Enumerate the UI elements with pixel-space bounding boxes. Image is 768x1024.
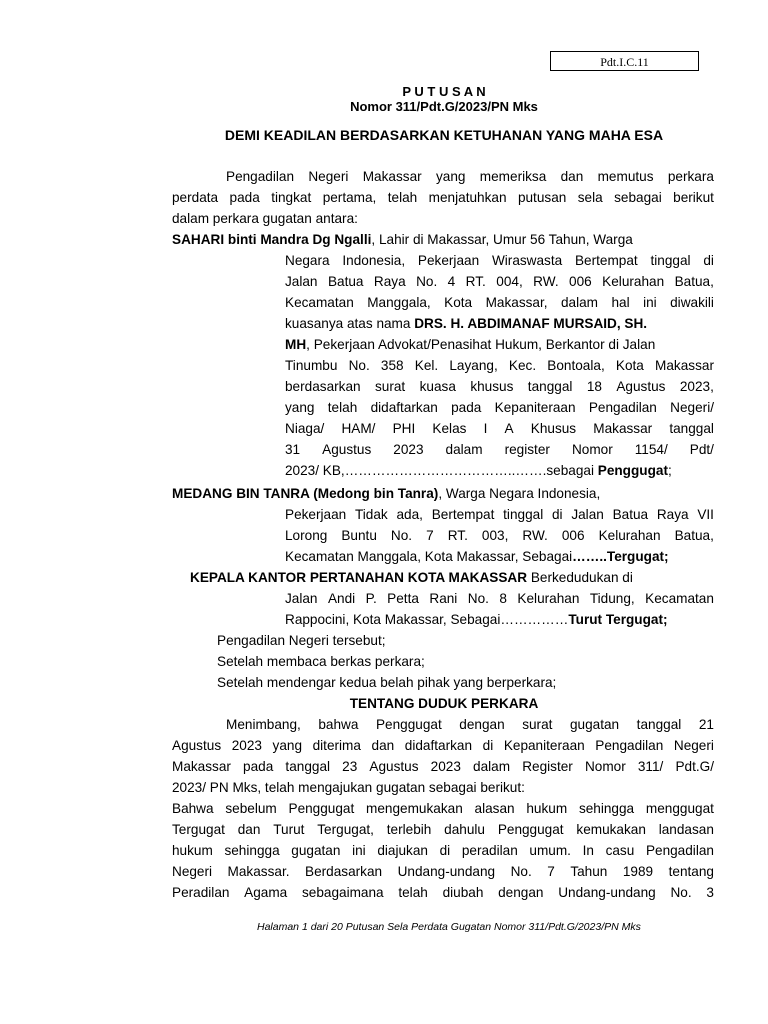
word: tanggal: [527, 379, 573, 394]
word: Agama: [244, 885, 288, 900]
word: 23: [342, 759, 358, 774]
party3-name: KEPALA KANTOR PERTANAHAN KOTA MAKASSAR: [190, 570, 528, 585]
word: hukum: [526, 801, 568, 816]
recital-line: Setelah membaca berkas perkara;: [217, 654, 425, 669]
intro-line-1: [226, 169, 714, 184]
word: Nomor: [584, 759, 626, 774]
word: 358: [380, 358, 404, 373]
word: Indonesia,: [342, 253, 406, 268]
party1-kuasa-line: kuasanya atas nama DRS. H. ABDIMANAF MURSAID, SH.: [285, 316, 648, 331]
word: sela: [577, 190, 603, 205]
party1-line: [285, 442, 714, 457]
recital-line: Pengadilan Negeri tersebut;: [217, 633, 386, 648]
party3-first-line: KEPALA KANTOR PERTANAHAN KOTA MAKASSAR Berkedudukan di: [190, 570, 633, 585]
word: 1154/: [634, 442, 668, 457]
party1-first-line: SAHARI binti Mandra Dg Ngalli, Lahir di Makassar, Umur 56 Tahun, Warga: [172, 232, 633, 247]
word: tanggal: [636, 717, 682, 732]
role-penggugat: Penggugat: [597, 463, 668, 478]
word: Tahun: [570, 864, 608, 879]
word: Tergugat: [172, 822, 225, 837]
word: I: [483, 421, 488, 436]
word: Batua: [327, 274, 364, 289]
word: dan: [560, 169, 584, 184]
word: 004,: [496, 274, 523, 289]
word: ini: [352, 843, 366, 858]
word: didaftarkan: [370, 400, 438, 415]
word: sehingga: [578, 801, 635, 816]
word: surat: [522, 717, 553, 732]
word: Wiraswasta: [491, 253, 563, 268]
word: dengan: [498, 885, 544, 900]
word: tanggal: [285, 759, 331, 774]
word: yang: [435, 169, 466, 184]
word: hukum: [172, 843, 213, 858]
recital-line: Setelah mendengar kedua belah pihak yang berperkara;: [217, 675, 557, 690]
word: Batua: [612, 507, 649, 522]
word: Undang-undang: [558, 885, 656, 900]
word: Berdasarkan: [305, 864, 383, 879]
word: 4: [447, 274, 456, 289]
word: di: [551, 507, 563, 522]
body-line: [172, 843, 714, 858]
word: No.: [670, 885, 692, 900]
party1-line: [285, 295, 714, 310]
word: 21: [698, 717, 714, 732]
body-line: [172, 738, 714, 753]
body-line: [172, 801, 714, 816]
word: khusus: [470, 379, 514, 394]
word: Tinumbu: [285, 358, 338, 373]
party1-kuasa-line-2: MH, Pekerjaan Advokat/Penasihat Hukum, Berkantor di Jalan: [285, 337, 656, 352]
word: Manggala,: [367, 295, 431, 310]
word: berikut: [673, 190, 714, 205]
section-title: TENTANG DUDUK PERKARA: [349, 696, 539, 711]
word: berdasarkan: [285, 379, 361, 394]
word: Kelurahan: [598, 528, 661, 543]
word: Kelurahan: [517, 591, 580, 606]
word: Niaga/: [285, 421, 325, 436]
word: ada,: [396, 507, 423, 522]
word: casu: [605, 843, 635, 858]
word: Buntu: [341, 528, 377, 543]
word: Peradilan: [172, 885, 230, 900]
word: Kota: [444, 295, 473, 310]
word: tinggal: [650, 253, 691, 268]
word: 2023,: [679, 379, 714, 394]
word: A: [504, 421, 514, 436]
word: No.: [510, 864, 532, 879]
party1-line: [285, 253, 714, 268]
body-line: [172, 759, 714, 774]
word: Kepaniteraan: [494, 400, 576, 415]
word: pertama,: [322, 190, 377, 205]
party2-role-line: Kecamatan Manggala, Kota Makassar, Sebagai……..Tergugat;: [285, 549, 669, 564]
word: Makassar: [593, 421, 653, 436]
word: diterima: [312, 738, 361, 753]
word: Pdt.G/: [675, 759, 714, 774]
word: Makassar: [362, 169, 422, 184]
word: register: [504, 442, 550, 457]
word: perkara: [667, 169, 714, 184]
word: putusan: [517, 190, 567, 205]
word: dan: [237, 822, 261, 837]
word: Pdt/: [689, 442, 714, 457]
word: pada: [451, 400, 482, 415]
word: Kecamatan: [285, 295, 354, 310]
word: sebagaimana: [301, 885, 384, 900]
word: Bertempat: [574, 253, 638, 268]
word: Raya: [656, 507, 689, 522]
word: Agustus: [369, 759, 419, 774]
word: peradilan: [461, 843, 518, 858]
body-line: [172, 864, 714, 879]
word: Negeri: [172, 864, 213, 879]
word: 1989: [622, 864, 654, 879]
word: 31: [285, 442, 301, 457]
word: kemukakan: [576, 822, 646, 837]
word: menggugat: [645, 801, 714, 816]
word: sebagai: [614, 190, 662, 205]
word: sehingga: [224, 843, 280, 858]
role-turut-tergugat: Turut Tergugat;: [568, 612, 668, 627]
word: perdata: [172, 190, 219, 205]
word: Kec.: [508, 358, 537, 373]
word: 2023: [393, 442, 424, 457]
word: Pengadilan: [645, 843, 714, 858]
party2-line: [285, 507, 714, 522]
word: umum.: [529, 843, 571, 858]
intro-line-3: dalam perkara gugatan antara:: [172, 211, 358, 226]
word: memeriksa: [479, 169, 547, 184]
party1-line: [285, 421, 714, 436]
word: Khusus: [530, 421, 577, 436]
word: tanggal: [669, 421, 714, 436]
word: Negeri: [308, 169, 349, 184]
word: Batua,: [674, 274, 714, 289]
word: HAM/: [341, 421, 376, 436]
word: di: [703, 253, 714, 268]
word: 2023: [430, 759, 461, 774]
word: Register: [522, 759, 573, 774]
word: kuasa: [419, 379, 456, 394]
word: Lorong: [285, 528, 328, 543]
word: dalam: [560, 295, 599, 310]
body-line: 2023/ PN Mks, telah mengajukan gugatan sebagai berikut:: [172, 780, 525, 795]
document-code-box: Pdt.I.C.11: [550, 51, 699, 71]
role-tergugat: ……..Tergugat;: [572, 549, 669, 564]
kuasa-name: DRS. H. ABDIMANAF MURSAID, SH.: [414, 316, 648, 331]
word: Pekerjaan: [417, 253, 480, 268]
word: Penggugat: [375, 717, 442, 732]
word: Bontoala,: [547, 358, 605, 373]
case-number: Nomor 311/Pdt.G/2023/PN Mks: [350, 99, 538, 114]
word: Bahwa: [172, 801, 214, 816]
word: memutus: [597, 169, 654, 184]
word: diubah: [442, 885, 484, 900]
word: 006: [569, 274, 592, 289]
word: Makassar: [172, 759, 231, 774]
party1-line: [285, 400, 714, 415]
word: telah: [398, 885, 428, 900]
word: Batua,: [674, 528, 714, 543]
heading-demi-keadilan: DEMI KEADILAN BERDASARKAN KETUHANAN YANG MAHA ESA: [224, 127, 664, 143]
word: 7: [547, 864, 555, 879]
document-title: P U T U S A N: [402, 84, 486, 99]
word: alasan: [474, 801, 515, 816]
word: Nomor: [571, 442, 613, 457]
word: 8: [499, 591, 507, 606]
word: Tidak: [354, 507, 388, 522]
word: Petta: [387, 591, 419, 606]
word: Kepaniteraan: [503, 738, 585, 753]
body-line: [172, 885, 714, 900]
word: dahulu: [444, 822, 485, 837]
word: gugatan: [291, 843, 341, 858]
word: RW.: [533, 274, 559, 289]
page-footer: Halaman 1 dari 20 Putusan Sela Perdata Gugatan Nomor 311/Pdt.G/2023/PN Mks: [257, 921, 641, 933]
word: terlebih: [386, 822, 432, 837]
word: Negara: [285, 253, 330, 268]
word: RT.: [465, 274, 486, 289]
word: Tidung,: [589, 591, 635, 606]
word: dan: [371, 738, 395, 753]
word: No.: [467, 591, 489, 606]
word: 003,: [481, 528, 509, 543]
word: dalam: [445, 442, 483, 457]
word: dengan: [459, 717, 505, 732]
word: sebelum: [225, 801, 277, 816]
party1-name: SAHARI binti Mandra Dg Ngalli: [172, 232, 372, 247]
word: mengemukakan: [366, 801, 463, 816]
body-line: [172, 822, 714, 837]
word: ini: [643, 295, 657, 310]
party2-first-line: MEDANG BIN TANRA (Medong bin Tanra), Warga Negara Indonesia,: [172, 486, 601, 501]
word: pada: [243, 759, 274, 774]
word: Pengadilan: [226, 169, 295, 184]
word: VII: [697, 507, 714, 522]
word: P.: [365, 591, 377, 606]
word: Pekerjaan: [285, 507, 347, 522]
word: Tergugat,: [317, 822, 374, 837]
word: landasan: [658, 822, 714, 837]
word: Kelurahan: [602, 274, 665, 289]
party2-name: MEDANG BIN TANRA (Medong bin Tanra): [172, 486, 439, 501]
word: surat: [374, 379, 406, 394]
word: Agustus: [322, 442, 372, 457]
party1-role-line: 2023/ KB,………………………………..…….sebagai Penggugat;: [285, 463, 672, 478]
word: Agustus: [172, 738, 222, 753]
word: Makassar.: [227, 864, 290, 879]
word: tinggal: [503, 507, 544, 522]
word: Penggugat: [288, 801, 355, 816]
party3-line: [285, 591, 714, 606]
word: 006: [561, 528, 585, 543]
word: Jalan: [285, 591, 318, 606]
word: Kel.: [414, 358, 439, 373]
word: In: [582, 843, 594, 858]
word: No.: [416, 274, 438, 289]
word: Jalan: [571, 507, 604, 522]
word: dalam: [473, 759, 511, 774]
word: menjatuhkan: [428, 190, 507, 205]
word: Turut: [273, 822, 305, 837]
word: Jalan: [285, 274, 318, 289]
word: Pengadilan: [588, 400, 657, 415]
word: diajukan: [377, 843, 428, 858]
word: Menimbang,: [226, 717, 301, 732]
word: di: [482, 738, 494, 753]
word: 2023: [231, 738, 262, 753]
word: RW.: [522, 528, 548, 543]
word: Bertempat: [431, 507, 495, 522]
word: Kelas: [432, 421, 467, 436]
word: 311/: [637, 759, 664, 774]
party1-line: [285, 274, 714, 289]
word: pada: [229, 190, 260, 205]
party1-line: [285, 358, 714, 373]
body-line: [226, 717, 714, 732]
word: tingkat: [271, 190, 312, 205]
word: diwakili: [670, 295, 714, 310]
word: 18: [586, 379, 602, 394]
word: Kota: [615, 358, 644, 373]
word: Undang-undang: [397, 864, 496, 879]
word: telah: [327, 400, 358, 415]
word: di: [439, 843, 451, 858]
word: Raya: [373, 274, 406, 289]
word: Andi: [327, 591, 356, 606]
word: Makassar,: [485, 295, 548, 310]
word: gugatan: [569, 717, 620, 732]
word: Negeri: [673, 738, 714, 753]
word: Kecamatan: [645, 591, 714, 606]
word: Negeri/: [670, 400, 714, 415]
party2-line: [285, 528, 714, 543]
word: RT.: [447, 528, 468, 543]
party1-line: [285, 379, 714, 394]
word: didaftarkan: [404, 738, 473, 753]
word: Pengadilan: [595, 738, 664, 753]
word: Rani: [429, 591, 458, 606]
word: telah: [387, 190, 418, 205]
word: tentang: [668, 864, 714, 879]
word: 7: [426, 528, 434, 543]
word: Penggugat: [497, 822, 564, 837]
word: 3: [706, 885, 714, 900]
party3-role-line: Rappocini, Kota Makassar, Sebagai……………Turut Tergugat;: [285, 612, 668, 627]
intro-line-2: [172, 190, 714, 205]
word: Makassar: [655, 358, 714, 373]
word: hal: [611, 295, 630, 310]
word: Agustus: [616, 379, 666, 394]
word: PHI: [392, 421, 416, 436]
word: yang: [285, 400, 315, 415]
word: yang: [272, 738, 303, 753]
word: Layang,: [449, 358, 498, 373]
word: bahwa: [318, 717, 359, 732]
word: No.: [348, 358, 370, 373]
word: No.: [390, 528, 413, 543]
